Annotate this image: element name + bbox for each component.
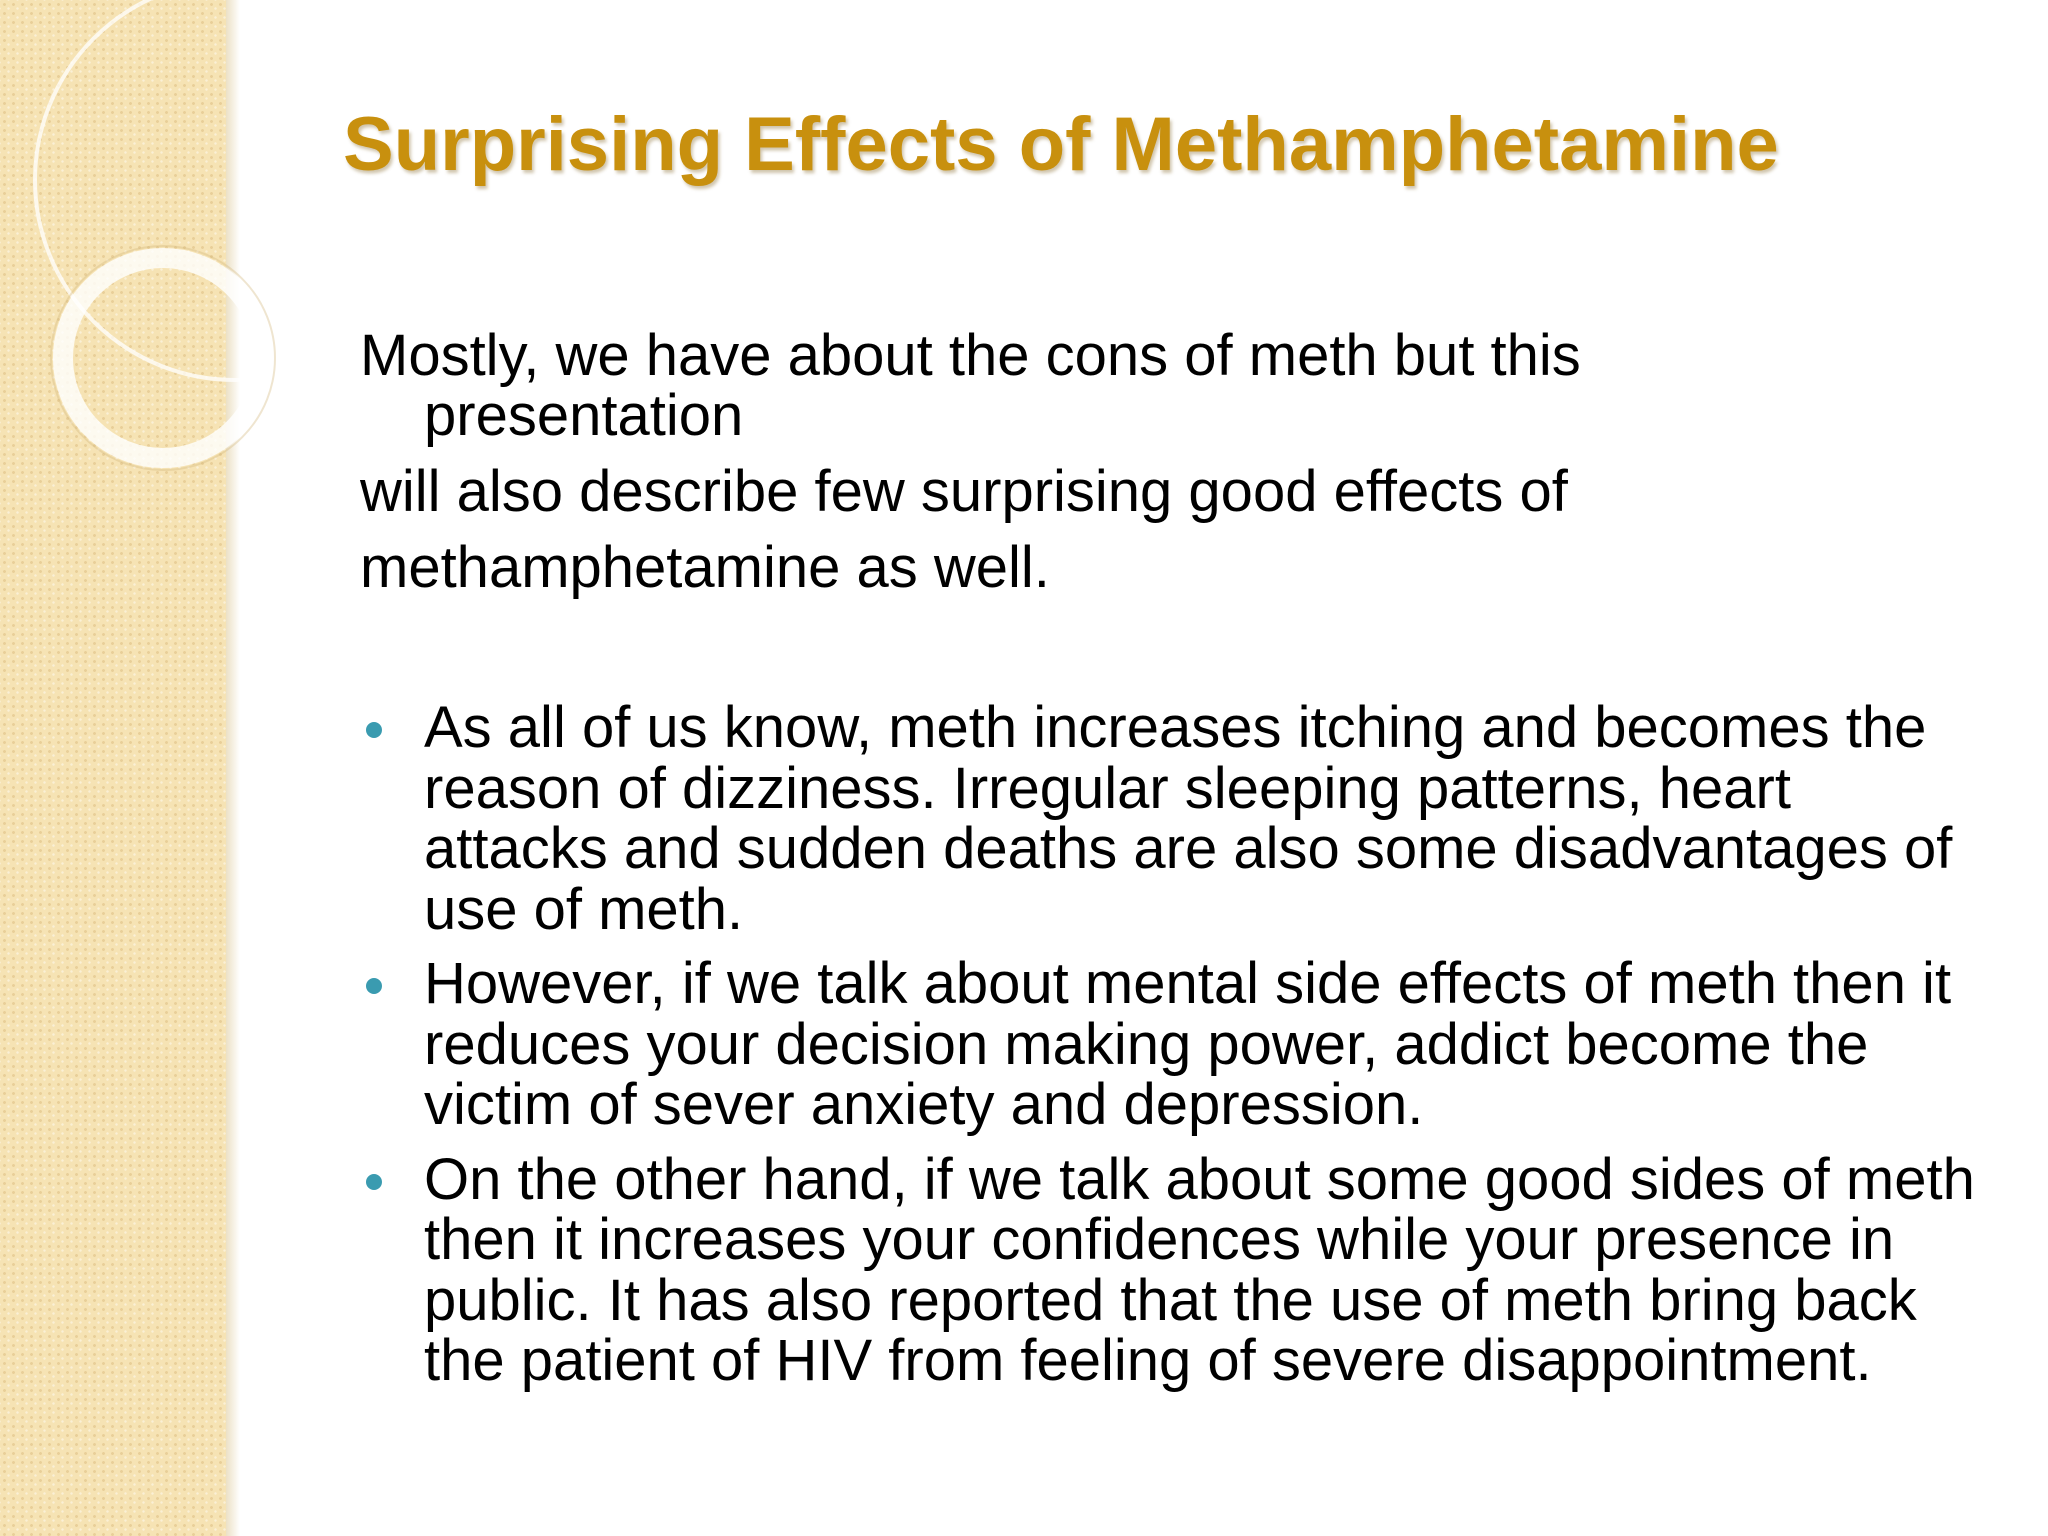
intro-paragraph [360,323,1880,600]
list-item [360,951,1980,1137]
intro-line: will also describe few surprising good effects of [360,459,1568,524]
bullet-dot-icon [366,722,382,738]
list-item [360,695,1980,942]
intro-line: methamphetamine as well. [360,535,1050,600]
decorative-rings-icon [0,0,420,520]
intro-line: Mostly, we have about the cons of meth but this presentation [360,323,1581,448]
bullet-list [360,695,1980,1393]
slide-title: Surprising Effects of Methamphetamine [343,102,1779,187]
bullet-text: On the other hand, if we talk about some good sides of meth then it increases your confidences while your presence in public. It has also reported that the use of meth bring back the patient of HIV from feeling of severe disappointment. [424,1146,1975,1393]
bullet-dot-icon [366,978,382,994]
bullet-text: As all of us know, meth increases itching and becomes the reason of dizziness. Irregular sleeping patterns, heart attacks and sudden deaths are also some disadvantages of use of meth. [424,695,1953,942]
bullet-text: However, if we talk about mental side effects of meth then it reduces your decision making power, addict become the victim of sever anxiety and depression. [424,951,1952,1137]
list-item [360,1146,1980,1393]
bullet-dot-icon [366,1174,382,1190]
